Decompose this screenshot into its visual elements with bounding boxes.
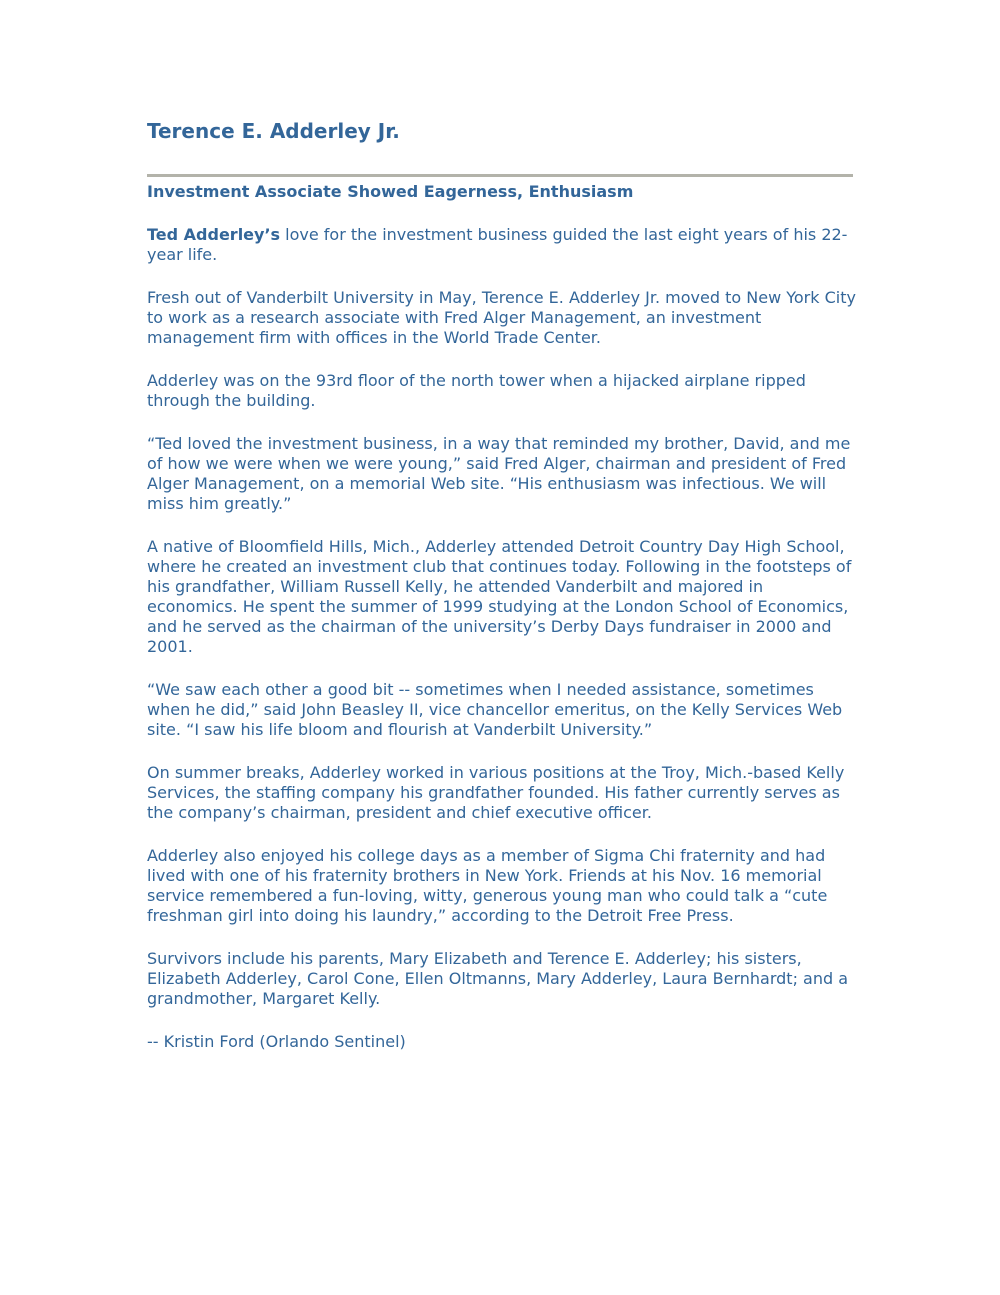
paragraph: “We saw each other a good bit -- sometimes when I needed assistance, sometimes when he did,” said John Beasley II, vice chancellor emeritus, on the Kelly Services Web site. “I saw his life bloom and flourish at Vanderbilt University.” bbox=[147, 680, 843, 739]
paragraph: “Ted loved the investment business, in a way that reminded my brother, David, and me of how we were when we were young,” said Fred Alger, chairman and president of Fred Alger Management, on a memorial Web site. “His enthusiasm was infectious. We will miss him greatly.” bbox=[147, 434, 851, 513]
paragraph: On summer breaks, Adderley worked in various positions at the Troy, Mich.-based Kelly Services, the staffing company his grandfather founded. His father currently serves as the company’s chairman, president and chief executive officer. bbox=[147, 763, 845, 822]
byline: -- Kristin Ford (Orlando Sentinel) bbox=[147, 1032, 406, 1051]
lead-paragraph bbox=[147, 225, 857, 265]
page-title: Terence E. Adderley Jr. bbox=[147, 119, 400, 143]
obituary-page bbox=[147, 118, 857, 1052]
lead-text: love for the investment business guided the last eight years of his 22-year life. bbox=[147, 225, 848, 264]
paragraph: A native of Bloomfield Hills, Mich., Adderley attended Detroit Country Day High School, where he created an investment club that continues today. Following in the footsteps of his grandfather, William Russell Kelly, he attended Vanderbilt and majored in economics. He spent the summer of 1999 studying at the London School of Economics, and he served as the chairman of the university’s Derby Days fundraiser in 2000 and 2001. bbox=[147, 537, 852, 656]
paragraph: Adderley was on the 93rd floor of the north tower when a hijacked airplane ripped through the building. bbox=[147, 371, 806, 410]
paragraph: Survivors include his parents, Mary Elizabeth and Terence E. Adderley; his sisters, Elizabeth Adderley, Carol Cone, Ellen Oltmanns, Mary Adderley, Laura Bernhardt; and a grandmother, Margaret Kelly. bbox=[147, 949, 849, 1008]
paragraph: Adderley also enjoyed his college days as a member of Sigma Chi fraternity and had lived with one of his fraternity brothers in New York. Friends at his Nov. 16 memorial service remembered a fun-loving, witty, generous young man who could talk a “cute freshman girl into doing his laundry,” according to the Detroit Free Press. bbox=[147, 846, 828, 925]
lead-name: Ted Adderley’s bbox=[147, 225, 281, 244]
divider-rule bbox=[147, 174, 853, 177]
paragraph: Fresh out of Vanderbilt University in May, Terence E. Adderley Jr. moved to New York City to work as a research associate with Fred Alger Management, an investment management firm with offices in the World Trade Center. bbox=[147, 288, 856, 347]
article-subtitle: Investment Associate Showed Eagerness, Enthusiasm bbox=[147, 182, 634, 201]
